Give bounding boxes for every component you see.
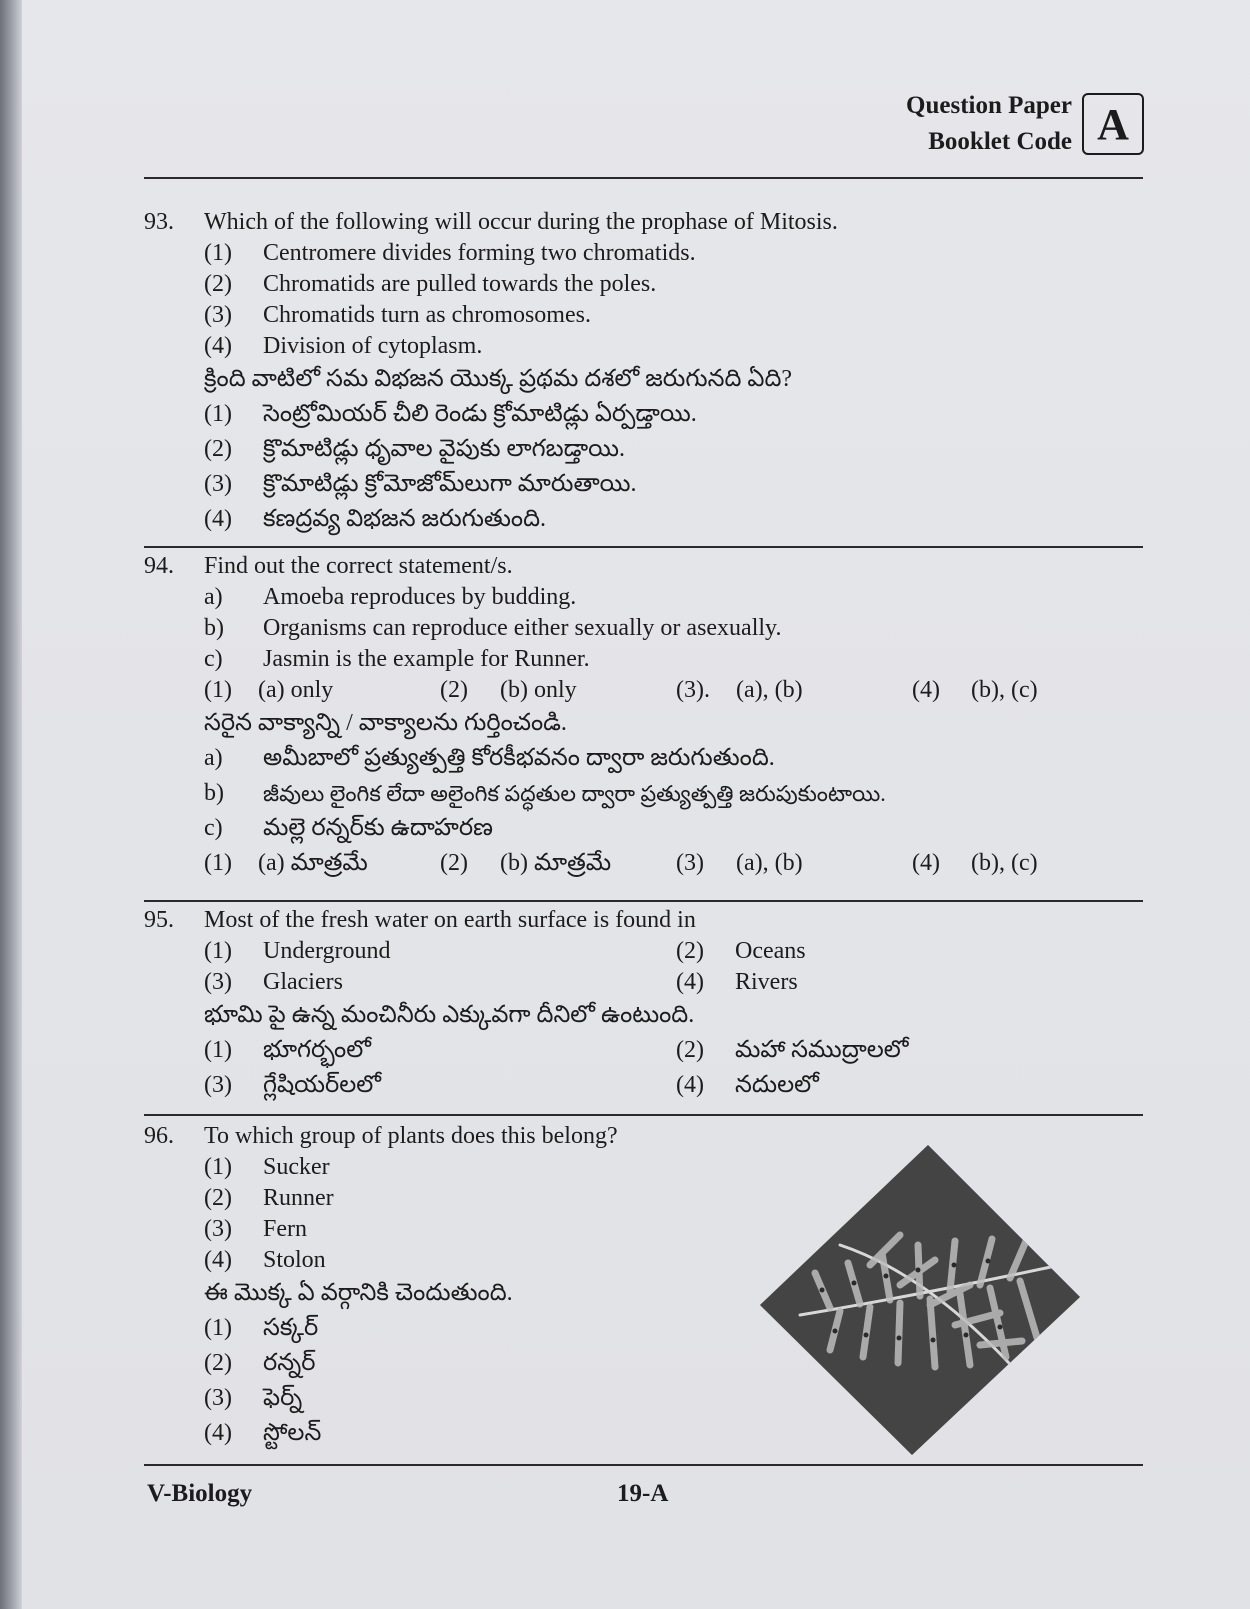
choice-number: (2) <box>440 850 468 876</box>
option-text: Rivers <box>735 969 798 995</box>
statement-text: Organisms can reproduce either sexually or asexually. <box>263 615 782 641</box>
option-text: గ్లేషియర్‌లలో <box>263 1072 381 1098</box>
option-text: Centromere divides forming two chromatids. <box>263 240 696 266</box>
question-divider <box>144 546 1143 548</box>
option-te <box>144 467 1144 502</box>
statement-label: b) <box>204 615 224 641</box>
choice-text: (b) మాత్రమే <box>500 850 612 876</box>
options-row-te <box>144 1033 1144 1068</box>
option-number: (1) <box>204 1154 232 1180</box>
statement-te <box>144 741 1144 776</box>
statement-label: a) <box>204 745 223 771</box>
question-text-te: ఈ మొక్క ఏ వర్గానికి చెందుతుంది. <box>204 1280 513 1306</box>
statement-te <box>144 811 1144 846</box>
option-text: భూగర్భంలో <box>263 1037 371 1063</box>
booklet-code-box: A <box>1082 93 1144 155</box>
statement-en <box>144 644 1144 675</box>
booklet-code-label-line1: Question Paper <box>906 92 1072 119</box>
option-text: Underground <box>263 938 391 964</box>
option-number: (3) <box>204 471 232 497</box>
question-divider <box>144 900 1143 902</box>
option-number: (4) <box>204 1420 232 1446</box>
option-number: (1) <box>204 240 232 266</box>
statement-label: b) <box>204 780 224 806</box>
question-text-te: క్రింది వాటిలో సమ విభజన యొక్క ప్రథమ దశలో జరుగునది ఏది? <box>204 366 793 392</box>
footer-subject: V-Biology <box>147 1480 253 1507</box>
option-text: Chromatids are pulled towards the poles. <box>263 271 657 297</box>
statement-te <box>144 776 1144 811</box>
statement-en <box>144 582 1144 613</box>
option-number: (4) <box>676 1072 704 1098</box>
statement-text: Amoeba reproduces by budding. <box>263 584 577 610</box>
options-row-en <box>144 936 1144 967</box>
option-text: Chromatids turn as chromosomes. <box>263 302 591 328</box>
option-text: సక్కర్ <box>263 1315 319 1341</box>
top-divider <box>144 177 1143 179</box>
option-text: Stolon <box>263 1247 326 1273</box>
question-number: 95. <box>144 907 174 933</box>
option-text: స్టోలన్ <box>263 1420 322 1446</box>
statement-label: a) <box>204 584 223 610</box>
question-text-en: Most of the fresh water on earth surface is found in <box>204 907 696 933</box>
question-number: 96. <box>144 1123 174 1149</box>
booklet-code-label-line2: Booklet Code <box>928 128 1072 155</box>
option-number: (1) <box>204 401 232 427</box>
question-number: 93. <box>144 209 174 235</box>
question-text-en: To which group of plants does this belong? <box>204 1123 618 1149</box>
option-number: (2) <box>204 436 232 462</box>
option-number: (4) <box>204 1247 232 1273</box>
option-number: (2) <box>204 271 232 297</box>
option-text: Oceans <box>735 938 806 964</box>
statement-text: అమీబాలో ప్రత్యుత్పత్తి కోరకీభవనం ద్వారా జరుగుతుంది. <box>263 745 775 771</box>
choice-number: (4) <box>912 850 940 876</box>
choice-text: (a), (b) <box>736 850 803 876</box>
booklet-code-label <box>906 88 1072 160</box>
option-number: (1) <box>204 1037 232 1063</box>
choice-number: (1) <box>204 850 232 876</box>
option-number: (3) <box>204 1072 232 1098</box>
option-en <box>144 300 1144 331</box>
option-number: (3) <box>204 302 232 328</box>
option-number: (4) <box>204 333 232 359</box>
option-text: Runner <box>263 1185 334 1211</box>
question-text-en: Find out the correct statement/s. <box>204 553 513 579</box>
statement-en <box>144 613 1144 644</box>
choice-text: (b), (c) <box>971 850 1038 876</box>
option-text: Sucker <box>263 1154 330 1180</box>
option-number: (4) <box>204 506 232 532</box>
options-row-te <box>144 1068 1144 1103</box>
choice-number: (2) <box>440 677 468 703</box>
question-text-en: Which of the following will occur during the prophase of Mitosis. <box>204 209 838 235</box>
option-number: (3) <box>204 1385 232 1411</box>
question-text-te: సరైన వాక్యాన్ని / వాక్యాలను గుర్తించండి. <box>204 710 567 736</box>
choice-number: (1) <box>204 677 232 703</box>
choices-en <box>144 675 1144 706</box>
question-93 <box>144 207 1144 537</box>
option-text: Division of cytoplasm. <box>263 333 483 359</box>
option-text: క్రొమాటిడ్లు ధృవాల వైపుకు లాగబడ్తాయి. <box>263 436 625 462</box>
choice-number: (4) <box>912 677 940 703</box>
bottom-divider <box>144 1464 1143 1466</box>
option-text: సెంట్రోమియర్ చీలి రెండు క్రోమాటిడ్లు ఏర్పడ్తాయి. <box>263 401 697 427</box>
option-text: Glaciers <box>263 969 343 995</box>
option-text: రన్నర్ <box>263 1350 316 1376</box>
option-number: (3) <box>204 969 232 995</box>
choice-text: (b), (c) <box>971 677 1038 703</box>
statement-text: మల్లె రన్నర్‌కు ఉదాహరణ <box>263 815 493 841</box>
option-number: (1) <box>204 938 232 964</box>
option-text: నదులలో <box>735 1072 819 1098</box>
choice-text: (b) only <box>500 677 577 703</box>
booklet-code-header <box>906 88 1144 160</box>
statement-label: c) <box>204 815 223 841</box>
option-number: (2) <box>676 1037 704 1063</box>
option-text: క్రొమాటిడ్లు క్రోమోజోమ్‌లుగా మారుతాయి. <box>263 471 637 497</box>
choices-te <box>144 846 1144 881</box>
torn-binding-edge <box>0 0 22 1609</box>
option-number: (2) <box>204 1185 232 1211</box>
choice-text: (a) మాత్రమే <box>258 850 368 876</box>
question-divider <box>144 1114 1143 1116</box>
question-number: 94. <box>144 553 174 579</box>
option-text: Fern <box>263 1216 307 1242</box>
option-te <box>144 502 1144 537</box>
footer-page-number: 19-A <box>617 1480 669 1507</box>
statement-text: Jasmin is the example for Runner. <box>263 646 590 672</box>
option-text: ఫెర్న్ <box>263 1385 303 1411</box>
question-95 <box>144 905 1144 1103</box>
option-number: (2) <box>676 938 704 964</box>
options-row-en <box>144 967 1144 998</box>
choice-text: (a), (b) <box>736 677 803 703</box>
option-en <box>144 331 1144 362</box>
question-text-te: భూమి పై ఉన్న మంచినీరు ఎక్కువగా దీనిలో ఉంటుంది. <box>204 1002 695 1028</box>
choice-text: (a) only <box>258 677 334 703</box>
fern-leaf-image <box>760 1145 1080 1455</box>
choice-number: (3) <box>676 850 704 876</box>
statement-text: జీవులు లైంగిక లేదా అలైంగిక పద్ధతుల ద్వారా ప్రత్యుత్పత్తి జరుపుకుంటాయి. <box>263 781 886 806</box>
option-en <box>144 269 1144 300</box>
option-number: (1) <box>204 1315 232 1341</box>
option-text: కణద్రవ్య విభజన జరుగుతుంది. <box>263 506 547 532</box>
option-number: (2) <box>204 1350 232 1376</box>
option-number: (4) <box>676 969 704 995</box>
question-94 <box>144 551 1144 881</box>
option-number: (3) <box>204 1216 232 1242</box>
option-te <box>144 397 1144 432</box>
statement-label: c) <box>204 646 223 672</box>
option-text: మహా సముద్రాలలో <box>735 1037 909 1063</box>
option-en <box>144 238 1144 269</box>
option-te <box>144 432 1144 467</box>
choice-number: (3). <box>676 677 710 703</box>
